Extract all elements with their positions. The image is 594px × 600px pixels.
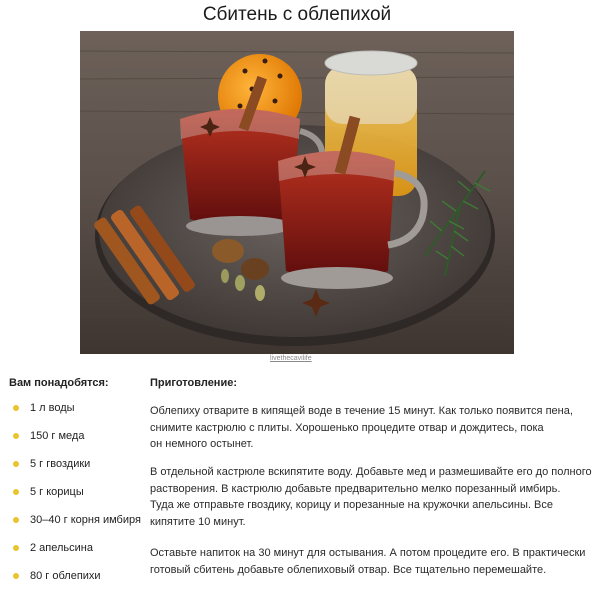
page-title: Сбитень с облепихой: [202, 4, 392, 25]
step-line: Облепиху отварите в кипящей воде в течение 15 минут. Как только появится пена,: [150, 405, 573, 417]
preparation-heading: Приготовление:: [150, 377, 237, 389]
recipe-photo: [80, 31, 514, 354]
ingredient-text: 150 г меда: [30, 430, 85, 442]
ingredient-text: 5 г гвоздики: [30, 458, 91, 470]
photo-illustration: [80, 31, 514, 354]
list-item: [13, 430, 141, 458]
preparation-step-1: [150, 403, 590, 453]
ingredient-text: 2 апельсина: [30, 542, 93, 554]
list-item: [13, 458, 141, 486]
ingredient-text: 30–40 г корня имбиря: [30, 514, 141, 526]
bullet-icon: [13, 573, 19, 579]
list-item: [13, 486, 141, 514]
step-line: Оставьте напиток на 30 минут для остывания. А потом процедите его. В практически: [150, 547, 586, 559]
bullet-icon: [13, 545, 19, 551]
list-item: [13, 402, 141, 430]
photo-credit[interactable]: livethecavilife: [270, 355, 312, 362]
bullet-icon: [13, 461, 19, 467]
step-line: кипятите 10 минут.: [150, 515, 246, 528]
step-line: Туда же отправьте гвоздику, корицу и порезанные на кружочки апельсины. Все: [150, 499, 553, 511]
list-item: [13, 514, 141, 542]
ingredients-list: [13, 402, 141, 598]
step-line: он немного остынет.: [150, 438, 254, 450]
preparation-step-2: [150, 464, 590, 530]
preparation-step-3: [150, 545, 590, 578]
bullet-icon: [13, 405, 19, 411]
bullet-icon: [13, 489, 19, 495]
step-line: снимите кастрюлю с плиты. Хорошенько процедите отвар и дождитесь, пока: [150, 421, 544, 434]
ingredient-text: 5 г корицы: [30, 486, 84, 498]
list-item: [13, 542, 141, 570]
step-line: В отдельной кастрюле вскипятите воду. Добавьте мед и размешивайте его до полного: [150, 466, 592, 478]
bullet-icon: [13, 433, 19, 439]
step-line: растворения. В кастрюлю добавьте предварительно мелко порезанный имбирь.: [150, 482, 561, 495]
ingredient-text: 80 г облепихи: [30, 570, 101, 582]
list-item: [13, 570, 141, 598]
ingredient-text: 1 л воды: [30, 402, 75, 414]
bullet-icon: [13, 517, 19, 523]
ingredients-heading: Вам понадобятся:: [9, 377, 109, 389]
step-line: готовый сбитень добавьте облепиховый отвар. Все тщательно перемешайте.: [150, 563, 547, 576]
